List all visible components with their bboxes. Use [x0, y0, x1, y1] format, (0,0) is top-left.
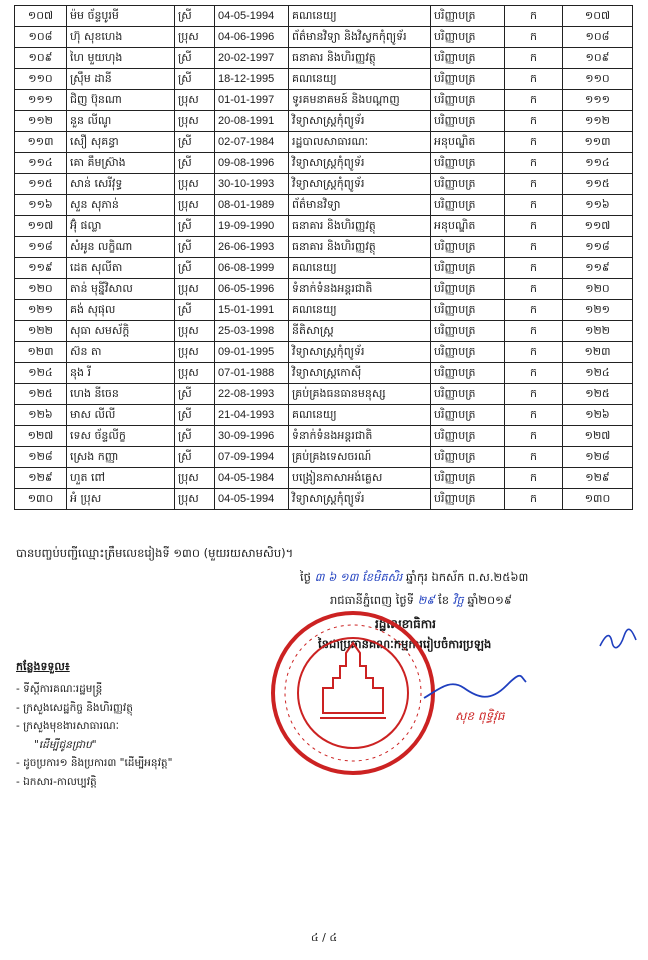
page-indicator: ៤ / ៤	[310, 931, 338, 944]
row-number-cell: ១១៨	[15, 237, 67, 258]
major-cell: គណនេយ្យ	[289, 300, 431, 321]
table-row	[15, 6, 633, 27]
candidate-name-cell: ហួត ពៅ	[67, 468, 175, 489]
recipient-item: "ដើម្បីជូនជ្រាប"	[34, 738, 97, 751]
sex-cell: ស្រី	[175, 237, 215, 258]
degree-cell: បរិញ្ញាបត្រ	[431, 426, 505, 447]
degree-cell: បរិញ្ញាបត្រ	[431, 489, 505, 510]
major-cell: ធនាគារ និងហិរញ្ញវត្ថុ	[289, 216, 431, 237]
sex-cell: ប្រុស	[175, 111, 215, 132]
candidate-code-cell: ១១៩	[563, 258, 633, 279]
category-cell: ក	[505, 90, 563, 111]
major-cell: វិទ្យាសាស្ត្រកុំព្យូទ័រ	[289, 489, 431, 510]
row-number-cell: ១២៦	[15, 405, 67, 426]
candidate-code-cell: ១២៥	[563, 384, 633, 405]
recipients-heading: កន្លែងទទួល៖	[16, 660, 70, 673]
category-cell: ក	[505, 300, 563, 321]
table-row	[15, 237, 633, 258]
signer-name: សុខ ពុទ្ធិវុធ	[455, 709, 505, 723]
table-row	[15, 132, 633, 153]
recipient-item: - ទីស្តីការគណៈរដ្ឋមន្ត្រី	[16, 683, 103, 695]
lunar-date-suffix: ឆ្នាំកុរ ឯកស័ក ព.ស.២៥៦៣	[405, 570, 529, 584]
category-cell: ក	[505, 27, 563, 48]
category-cell: ក	[505, 174, 563, 195]
row-number-cell: ១២៥	[15, 384, 67, 405]
table-row	[15, 426, 633, 447]
category-cell: ក	[505, 489, 563, 510]
initial-signature-icon	[598, 628, 638, 652]
sex-cell: ស្រី	[175, 384, 215, 405]
row-number-cell: ១១៤	[15, 153, 67, 174]
category-cell: ក	[505, 195, 563, 216]
sex-cell: ស្រី	[175, 69, 215, 90]
gregorian-date-prefix: រាជធានីភ្នំពេញ ថ្ងៃទី	[330, 593, 414, 607]
candidate-name-cell: ហៃ មួយហុង	[67, 48, 175, 69]
sex-cell: ស្រី	[175, 6, 215, 27]
sex-cell: ប្រុស	[175, 90, 215, 111]
category-cell: ក	[505, 258, 563, 279]
table-row	[15, 195, 633, 216]
major-cell: វិទ្យាសាស្ត្រកុំព្យូទ័រ	[289, 153, 431, 174]
candidate-name-cell: ស្រេង កញ្ញា	[67, 447, 175, 468]
recipient-item: - ក្រសួងសេដ្ឋកិច្ច និងហិរញ្ញវត្ថុ	[16, 701, 133, 714]
row-number-cell: ១០៨	[15, 27, 67, 48]
major-cell: គ្រប់គ្រងធនធានមនុស្ស	[289, 384, 431, 405]
candidate-name-cell: នួន លីណូ	[67, 111, 175, 132]
degree-cell: បរិញ្ញាបត្រ	[431, 258, 505, 279]
birth-date-cell: 04-05-1994	[215, 489, 289, 510]
row-number-cell: ១២០	[15, 279, 67, 300]
major-cell: ធនាគារ និងហិរញ្ញវត្ថុ	[289, 237, 431, 258]
major-cell: ព័ត៌មានវិទ្យា និងវិស្វកកុំព្យូទ័រ	[289, 27, 431, 48]
candidate-code-cell: ១០៩	[563, 48, 633, 69]
row-number-cell: ១២៤	[15, 363, 67, 384]
major-cell: គ្រប់គ្រងទេសចរណ៍	[289, 447, 431, 468]
candidate-code-cell: ១២៨	[563, 447, 633, 468]
candidate-name-cell: សឿ សុគន្ធា	[67, 132, 175, 153]
gregorian-date-month: វិច្ឆ	[452, 593, 464, 607]
closing-statement: បានបញ្ចប់បញ្ជីឈ្មោះត្រឹមលេខរៀងទី ១៣០ (មួយរយសាមសិប)។	[16, 546, 294, 560]
major-cell: បង្រៀនភាសាអង់គ្លេស	[289, 468, 431, 489]
candidate-code-cell: ១២២	[563, 321, 633, 342]
row-number-cell: ១១០	[15, 69, 67, 90]
candidate-name-cell: សុធា សមស័ក្តិ	[67, 321, 175, 342]
row-number-cell: ១២៧	[15, 426, 67, 447]
major-cell: ទំនាក់ទំនងអន្តរជាតិ	[289, 426, 431, 447]
degree-cell: បរិញ្ញាបត្រ	[431, 174, 505, 195]
birth-date-cell: 30-09-1996	[215, 426, 289, 447]
birth-date-cell: 06-08-1999	[215, 258, 289, 279]
candidate-name-cell: គង់ សុផុល	[67, 300, 175, 321]
sex-cell: ប្រុស	[175, 195, 215, 216]
candidate-code-cell: ១១៣	[563, 132, 633, 153]
sex-cell: ស្រី	[175, 405, 215, 426]
gregorian-date-day: ២៩	[417, 593, 435, 607]
major-cell: ធនាគារ និងហិរញ្ញវត្ថុ	[289, 48, 431, 69]
sex-cell: ស្រី	[175, 132, 215, 153]
birth-date-cell: 21-04-1993	[215, 405, 289, 426]
birth-date-cell: 09-01-1995	[215, 342, 289, 363]
category-cell: ក	[505, 363, 563, 384]
candidate-name-cell: អ៊ុំ ផល្លា	[67, 216, 175, 237]
degree-cell: បរិញ្ញាបត្រ	[431, 90, 505, 111]
major-cell: រដ្ឋបាលសាធារណៈ	[289, 132, 431, 153]
candidate-table	[14, 5, 633, 510]
category-cell: ក	[505, 111, 563, 132]
candidate-name-cell: ដេត សុលីតា	[67, 258, 175, 279]
candidate-name-cell: ម៉ម ច័ន្ទបូរមី	[67, 6, 175, 27]
candidate-name-cell: សាន់ សេរីវុទ្ធ	[67, 174, 175, 195]
major-cell: គណនេយ្យ	[289, 69, 431, 90]
degree-cell: អនុបណ្ឌិត	[431, 132, 505, 153]
recipient-item: - ក្រសួងមុខងារសាធារណៈ	[16, 720, 119, 732]
row-number-cell: ១១៥	[15, 174, 67, 195]
row-number-cell: ១១១	[15, 90, 67, 111]
degree-cell: បរិញ្ញាបត្រ	[431, 405, 505, 426]
lunar-date-line	[300, 570, 528, 587]
degree-cell: បរិញ្ញាបត្រ	[431, 384, 505, 405]
candidate-code-cell: ១០៧	[563, 6, 633, 27]
category-cell: ក	[505, 468, 563, 489]
category-cell: ក	[505, 237, 563, 258]
candidate-name-cell: សួន សុភាន់	[67, 195, 175, 216]
candidate-name-cell: សំអូន លក្ខិណា	[67, 237, 175, 258]
birth-date-cell: 04-05-1994	[215, 6, 289, 27]
candidate-code-cell: ១១៦	[563, 195, 633, 216]
major-cell: ទំនាក់ទំនងអន្តរជាតិ	[289, 279, 431, 300]
category-cell: ក	[505, 69, 563, 90]
degree-cell: បរិញ្ញាបត្រ	[431, 6, 505, 27]
table-row	[15, 405, 633, 426]
birth-date-cell: 15-01-1991	[215, 300, 289, 321]
degree-cell: បរិញ្ញាបត្រ	[431, 69, 505, 90]
row-number-cell: ១១២	[15, 111, 67, 132]
degree-cell: បរិញ្ញាបត្រ	[431, 300, 505, 321]
candidate-code-cell: ១២១	[563, 300, 633, 321]
major-cell: គណនេយ្យ	[289, 6, 431, 27]
table-row	[15, 279, 633, 300]
birth-date-cell: 07-01-1988	[215, 363, 289, 384]
sex-cell: ស្រី	[175, 300, 215, 321]
candidate-code-cell: ១២៤	[563, 363, 633, 384]
category-cell: ក	[505, 216, 563, 237]
degree-cell: បរិញ្ញាបត្រ	[431, 111, 505, 132]
candidate-code-cell: ១១៧	[563, 216, 633, 237]
candidate-name-cell: ហ៊ុ សុខហេង	[67, 27, 175, 48]
table-row	[15, 216, 633, 237]
row-number-cell: ១១៦	[15, 195, 67, 216]
row-number-cell: ១២៨	[15, 447, 67, 468]
candidate-table-body	[15, 6, 633, 510]
category-cell: ក	[505, 279, 563, 300]
degree-cell: បរិញ្ញាបត្រ	[431, 342, 505, 363]
candidate-code-cell: ១៣០	[563, 489, 633, 510]
degree-cell: បរិញ្ញាបត្រ	[431, 27, 505, 48]
sex-cell: ស្រី	[175, 48, 215, 69]
candidate-name-cell: គោ គឹមស្រ៊ាង	[67, 153, 175, 174]
birth-date-cell: 25-03-1998	[215, 321, 289, 342]
candidate-code-cell: ១១៥	[563, 174, 633, 195]
degree-cell: បរិញ្ញាបត្រ	[431, 48, 505, 69]
category-cell: ក	[505, 132, 563, 153]
table-row	[15, 468, 633, 489]
birth-date-cell: 26-06-1993	[215, 237, 289, 258]
table-row	[15, 300, 633, 321]
sex-cell: ស្រី	[175, 426, 215, 447]
gregorian-date-year: ឆ្នាំ២០១៩	[467, 593, 513, 607]
degree-cell: បរិញ្ញាបត្រ	[431, 468, 505, 489]
signature-stroke-icon	[420, 668, 530, 708]
signer-role-committee: នៃជាប្រធានគណៈកម្មការរៀបចំការប្រឡង	[318, 637, 492, 651]
category-cell: ក	[505, 342, 563, 363]
birth-date-cell: 07-09-1994	[215, 447, 289, 468]
candidate-code-cell: ១១៨	[563, 237, 633, 258]
major-cell: វិទ្យាសាស្ត្រកុំព្យូទ័រ	[289, 342, 431, 363]
table-row	[15, 153, 633, 174]
birth-date-cell: 18-12-1995	[215, 69, 289, 90]
candidate-name-cell: មាស លីលី	[67, 405, 175, 426]
birth-date-cell: 04-05-1984	[215, 468, 289, 489]
candidate-name-cell: ហេង នីចេន	[67, 384, 175, 405]
table-row	[15, 489, 633, 510]
category-cell: ក	[505, 153, 563, 174]
sex-cell: ស្រី	[175, 153, 215, 174]
row-number-cell: ១១៩	[15, 258, 67, 279]
birth-date-cell: 01-01-1997	[215, 90, 289, 111]
sex-cell: ស្រី	[175, 258, 215, 279]
sex-cell: ស្រី	[175, 447, 215, 468]
signer-role-title: រដ្ឋលេខាធិការ	[375, 617, 436, 631]
major-cell: គណនេយ្យ	[289, 405, 431, 426]
official-seal-icon	[268, 608, 438, 778]
row-number-cell: ១២២	[15, 321, 67, 342]
recipient-item: - ដូចប្រការ១ និងប្រការ៣ "ដើម្បីអនុវត្ត"	[16, 757, 173, 769]
sex-cell: ប្រុស	[175, 27, 215, 48]
birth-date-cell: 02-07-1984	[215, 132, 289, 153]
candidate-code-cell: ១២៣	[563, 342, 633, 363]
birth-date-cell: 20-08-1991	[215, 111, 289, 132]
row-number-cell: ១១៣	[15, 132, 67, 153]
candidate-name-cell: ទេស ច័ន្ទលីក្ខ	[67, 426, 175, 447]
sex-cell: ប្រុស	[175, 321, 215, 342]
recipient-item: - ឯកសារ-កាលប្បវត្តិ	[16, 775, 97, 788]
table-row	[15, 174, 633, 195]
candidate-code-cell: ១២០	[563, 279, 633, 300]
row-number-cell: ១២៩	[15, 468, 67, 489]
birth-date-cell: 08-01-1989	[215, 195, 289, 216]
birth-date-cell: 22-08-1993	[215, 384, 289, 405]
candidate-name-cell: អំ ប្រុស	[67, 489, 175, 510]
sex-cell: ប្រុស	[175, 342, 215, 363]
table-row	[15, 69, 633, 90]
degree-cell: អនុបណ្ឌិត	[431, 216, 505, 237]
degree-cell: បរិញ្ញាបត្រ	[431, 279, 505, 300]
table-row	[15, 90, 633, 111]
category-cell: ក	[505, 6, 563, 27]
row-number-cell: ១២៣	[15, 342, 67, 363]
row-number-cell: ១២១	[15, 300, 67, 321]
sex-cell: ស្រី	[175, 216, 215, 237]
lunar-date-prefix: ថ្ងៃ	[300, 570, 311, 584]
category-cell: ក	[505, 426, 563, 447]
table-row	[15, 258, 633, 279]
birth-date-cell: 04-06-1996	[215, 27, 289, 48]
row-number-cell: ១១៧	[15, 216, 67, 237]
candidate-code-cell: ១១១	[563, 90, 633, 111]
candidate-code-cell: ១២៧	[563, 426, 633, 447]
table-row	[15, 321, 633, 342]
birth-date-cell: 19-09-1990	[215, 216, 289, 237]
birth-date-cell: 20-02-1997	[215, 48, 289, 69]
lunar-date-handwritten: ៣ ៦ ១៣ ខែមិគសិរ	[314, 570, 403, 584]
table-row	[15, 447, 633, 468]
table-row	[15, 384, 633, 405]
candidate-code-cell: ១២៦	[563, 405, 633, 426]
candidate-code-cell: ១១៤	[563, 153, 633, 174]
category-cell: ក	[505, 405, 563, 426]
category-cell: ក	[505, 447, 563, 468]
candidate-name-cell: ស៊ន តា	[67, 342, 175, 363]
sex-cell: ប្រុស	[175, 174, 215, 195]
candidate-name-cell: តាន់ មុន្នីវិសាល	[67, 279, 175, 300]
category-cell: ក	[505, 384, 563, 405]
table-row	[15, 48, 633, 69]
major-cell: គណនេយ្យ	[289, 258, 431, 279]
sex-cell: ប្រុស	[175, 363, 215, 384]
category-cell: ក	[505, 321, 563, 342]
row-number-cell: ១០៩	[15, 48, 67, 69]
major-cell: ទូរគមនាគមន៍ និងបណ្តាញ	[289, 90, 431, 111]
gregorian-date-month-label: ខែ	[438, 593, 450, 607]
major-cell: ព័ត៌មានវិទ្យា	[289, 195, 431, 216]
degree-cell: បរិញ្ញាបត្រ	[431, 447, 505, 468]
table-row	[15, 27, 633, 48]
major-cell: នីតិសាស្ត្រ	[289, 321, 431, 342]
birth-date-cell: 06-05-1996	[215, 279, 289, 300]
sex-cell: ប្រុស	[175, 489, 215, 510]
table-row	[15, 363, 633, 384]
degree-cell: បរិញ្ញាបត្រ	[431, 195, 505, 216]
degree-cell: បរិញ្ញាបត្រ	[431, 153, 505, 174]
sex-cell: ប្រុស	[175, 468, 215, 489]
category-cell: ក	[505, 48, 563, 69]
degree-cell: បរិញ្ញាបត្រ	[431, 237, 505, 258]
candidate-code-cell: ១១០	[563, 69, 633, 90]
major-cell: វិទ្យាសាស្ត្រកោស៊ី	[289, 363, 431, 384]
candidate-name-cell: នុង រី	[67, 363, 175, 384]
degree-cell: បរិញ្ញាបត្រ	[431, 363, 505, 384]
table-row	[15, 342, 633, 363]
candidate-name-cell: ជិញ ប៊ុនណា	[67, 90, 175, 111]
birth-date-cell: 09-08-1996	[215, 153, 289, 174]
sex-cell: ប្រុស	[175, 279, 215, 300]
candidate-code-cell: ១០៨	[563, 27, 633, 48]
table-row	[15, 111, 633, 132]
major-cell: វិទ្យាសាស្ត្រកុំព្យូទ័រ	[289, 174, 431, 195]
birth-date-cell: 30-10-1993	[215, 174, 289, 195]
candidate-code-cell: ១២៩	[563, 468, 633, 489]
major-cell: វិទ្យាសាស្ត្រកុំព្យូទ័រ	[289, 111, 431, 132]
row-number-cell: ១៣០	[15, 489, 67, 510]
degree-cell: បរិញ្ញាបត្រ	[431, 321, 505, 342]
row-number-cell: ១០៧	[15, 6, 67, 27]
candidate-code-cell: ១១២	[563, 111, 633, 132]
candidate-name-cell: ស្រ៊ឹម ដានី	[67, 69, 175, 90]
recipients-list	[16, 680, 172, 791]
